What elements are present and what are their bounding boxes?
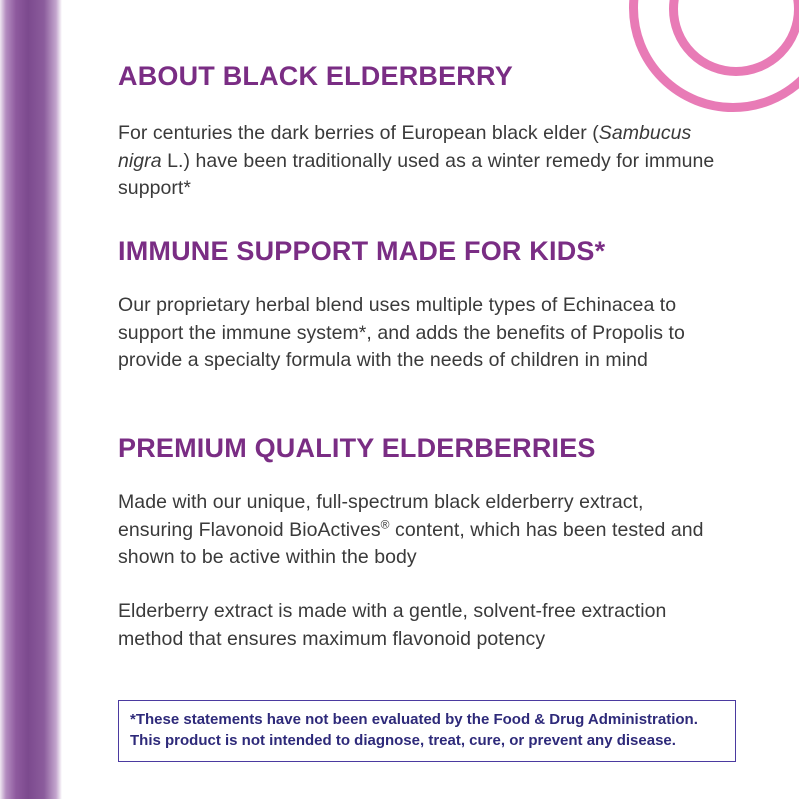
premium-text-tail: content, which has been tested and shown to be active within the body: [118, 518, 704, 569]
about-text-lead: For centuries the dark berries of European black elder (: [118, 122, 599, 144]
section-title-premium-quality-elderberries: PREMIUM QUALITY ELDERBERRIES: [118, 433, 596, 463]
section-body-premium-quality-second: Elderberry extract is made with a gentle, solvent-free extraction method that ensures maximum flavonoid potency: [118, 600, 667, 650]
fda-disclaimer-box: [118, 700, 736, 762]
content-column: [118, 0, 748, 799]
scientific-name: Sambucus nigra: [118, 122, 692, 172]
section-body-premium-quality-first: [118, 489, 718, 572]
left-decorative-band: [0, 0, 62, 799]
fda-disclaimer-line-2: This product is not intended to diagnose, treat, cure, or prevent any disease.: [130, 731, 676, 749]
section-body-immune-support-made-for-kids: Our proprietary herbal blend uses multiple types of Echinacea to support the immune system*, and adds the benefits of Propolis to provide a specialty formula with the needs of children in mind: [118, 294, 685, 372]
section-title-immune-support-made-for-kids: IMMUNE SUPPORT MADE FOR KIDS*: [118, 236, 606, 266]
premium-text-lead: Made with our unique, full-spectrum black elderberry extract, ensuring Flavonoid BioActives: [118, 491, 644, 541]
fda-disclaimer-line-1: *These statements have not been evaluated by the Food & Drug Administration.: [130, 711, 698, 728]
registered-trademark-symbol: ®: [380, 517, 390, 532]
section-body-about-black-elderberry: [118, 120, 718, 203]
about-text-tail: L.) have been traditionally used as a winter remedy for immune support*: [118, 149, 715, 200]
section-title-about-black-elderberry: ABOUT BLACK ELDERBERRY: [118, 61, 513, 91]
